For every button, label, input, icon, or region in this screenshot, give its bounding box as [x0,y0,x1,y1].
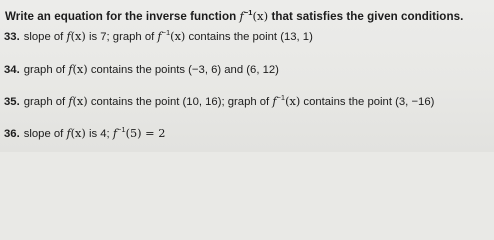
function-arg: (x) [72,63,88,76]
heading-function-arg: (x) [252,9,269,23]
function-arg: (x) [285,95,301,108]
problem-text: slope of [23,128,67,140]
inverse-exponent: −1 [161,28,171,37]
point-value: (3, −16) [395,96,435,108]
function-name: f [66,30,71,43]
heading-inverse-exponent: −1 [243,8,253,17]
function-arg: (x) [72,95,88,108]
problem-text: contains the point [185,31,281,43]
problem-number: 36. [4,128,20,140]
heading-text-after: that satisfies the given conditions. [268,10,464,23]
problem-text: is 4; [85,128,113,140]
problem-text: slope of [23,31,67,43]
point-value: (6, 12) [246,64,279,76]
function-name: f [66,127,71,140]
problem-text: and [221,64,247,76]
problem-number: 34. [4,64,20,76]
problem-text: contains the point [87,96,183,108]
problem-text: is 7; graph of [85,31,158,43]
problem-35 [4,95,434,109]
function-arg: (x) [70,127,86,140]
inverse-exponent: −1 [276,93,286,102]
function-name: f [157,30,162,43]
function-name: f [112,127,117,140]
problem-text: contains the point [300,96,396,108]
point-value: (−3, 6) [188,64,222,76]
problem-text: graph of [23,64,69,76]
problem-34 [4,63,279,77]
problem-text: contains the points [87,64,189,76]
point-value: (13, 1) [280,31,313,43]
problem-text: graph of [23,96,69,108]
function-arg: (x) [70,30,86,43]
instructions-heading [5,9,463,24]
function-name: f [68,63,73,76]
point-value: (10, 16) [182,96,222,108]
inverse-exponent: −1 [117,125,126,134]
problem-text: ; graph of [221,96,273,108]
equation-value: (5) = 2 [125,127,166,140]
problem-33 [4,30,313,44]
function-name: f [272,95,277,108]
problem-number: 35. [4,96,20,108]
problem-number: 33. [4,31,20,43]
heading-text-before: Write an equation for the inverse function [5,10,240,23]
problem-36 [4,127,165,141]
function-name: f [68,95,73,108]
function-arg: (x) [170,30,186,43]
heading-function-name: f [239,9,244,23]
